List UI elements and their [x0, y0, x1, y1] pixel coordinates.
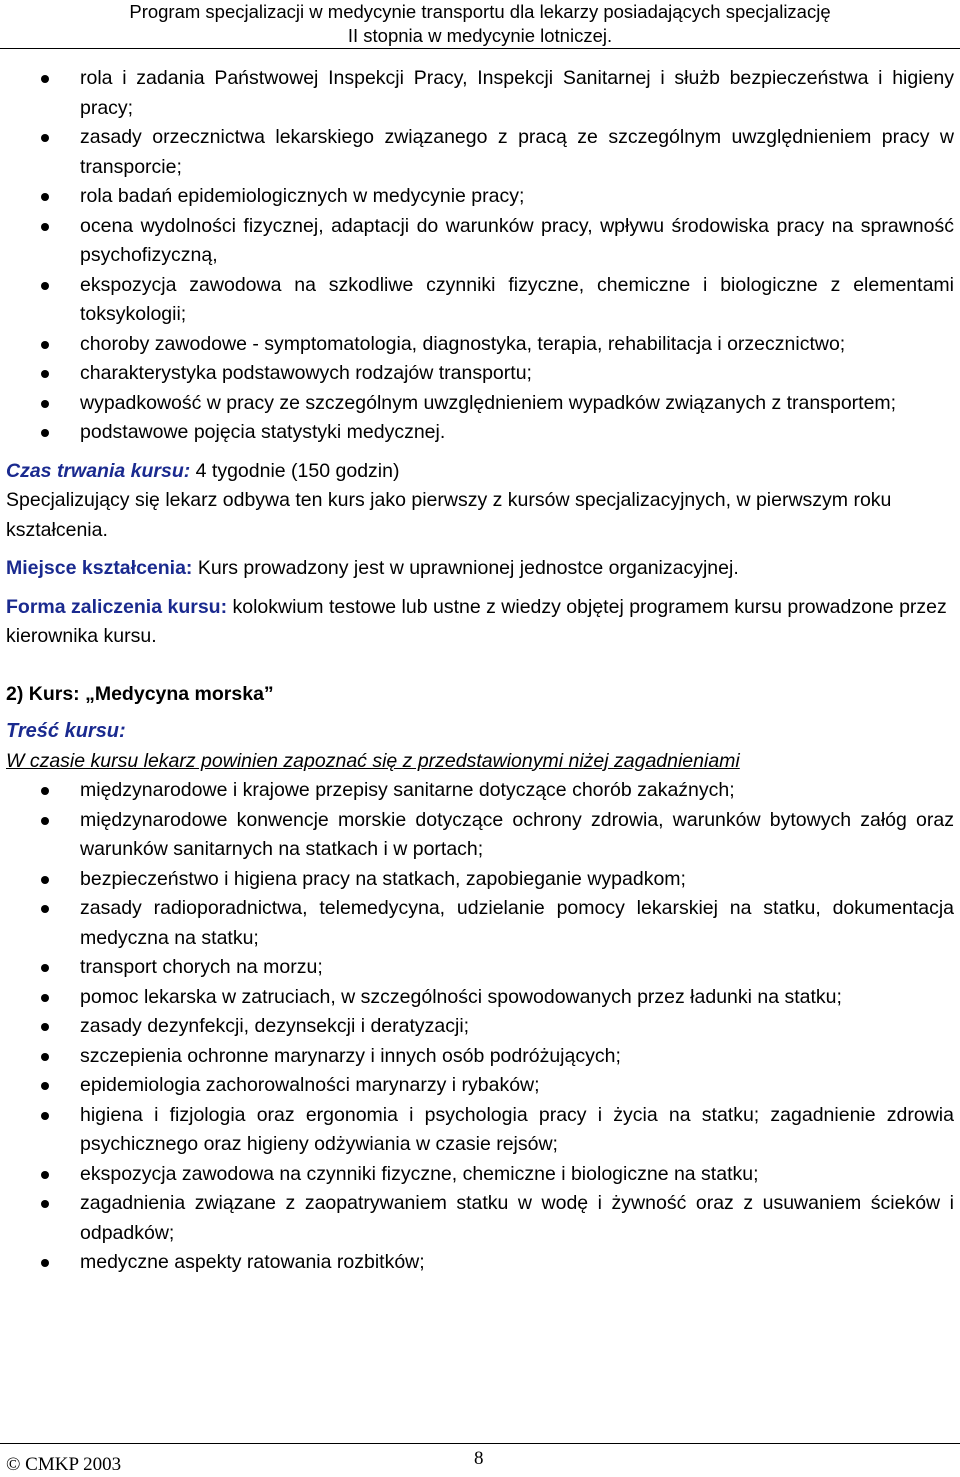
place-value: Kurs prowadzony jest w uprawnionej jednostce organizacyjnej.	[192, 557, 739, 579]
course-2-content-label: Treść kursu:	[6, 720, 126, 742]
list-item	[6, 271, 954, 330]
bullet-icon	[41, 1023, 49, 1031]
bullet-icon	[41, 370, 49, 378]
list-item-text: szczepienia ochronne marynarzy i innych osób podróżujących;	[80, 1044, 621, 1067]
list-item	[6, 418, 954, 448]
list-item	[6, 894, 954, 953]
bullet-icon	[41, 134, 49, 142]
form-line	[6, 593, 954, 652]
copyright: © CMKP 2003	[6, 1454, 122, 1475]
place-line	[6, 554, 954, 584]
bullet-icon	[41, 223, 49, 231]
list-item	[6, 1071, 954, 1101]
list-item-text: transport chorych na morzu;	[80, 956, 323, 978]
list-item	[6, 776, 954, 806]
list-item-text: międzynarodowe i krajowe przepisy sanitarne dotyczące chorób zakaźnych;	[80, 779, 735, 801]
duration-note: Specjalizujący się lekarz odbywa ten kurs jako pierwszy z kursów specjalizacyjnych, w pierwszym roku kształcenia.	[6, 489, 892, 541]
document-body	[6, 64, 954, 1278]
list-item-text: rola i zadania Państwowej Inspekcji Pracy, Inspekcji Sanitarnej i służb bezpieczeństwa i higieny pracy;	[80, 67, 954, 119]
page-footer	[0, 1443, 960, 1477]
bullet-icon	[41, 400, 49, 408]
list-item-text: pomoc lekarska w zatruciach, w szczególności spowodowanych przez ładunki na statku;	[80, 985, 842, 1008]
page-header	[0, 0, 960, 49]
header-line-2: II stopnia w medycynie lotniczej.	[347, 25, 613, 46]
list-item-text: zasady radioporadnictwa, telemedycyna, udzielanie pomocy lekarskiej na statku, dokumentacja medyczna na statku;	[80, 897, 954, 949]
form-label: Forma zaliczenia kursu:	[6, 595, 228, 618]
bullet-icon	[41, 193, 49, 201]
duration-value: 4 tygodnie (150 godzin)	[190, 459, 400, 482]
list-item-text: wypadkowość w pracy ze szczególnym uwzględnieniem wypadków związanych z transportem;	[80, 391, 897, 414]
form-value: kolokwium testowe lub ustne z wiedzy objętej programem kursu prowadzone przez kierownika kursu.	[6, 595, 947, 647]
list-item	[6, 212, 954, 271]
list-item	[6, 1160, 954, 1190]
list-item-text: epidemiologia zachorowalności marynarzy i rybaków;	[80, 1074, 540, 1096]
list-item	[6, 1042, 954, 1072]
list-item-text: ekspozycja zawodowa na czynniki fizyczne, chemiczne i biologiczne na statku;	[80, 1162, 759, 1185]
list-item-text: zasady dezynfekcji, dezynsekcji i deratyzacji;	[80, 1015, 470, 1037]
bullet-icon	[41, 341, 49, 349]
list-item	[6, 953, 954, 983]
list-item-text: ocena wydolności fizycznej, adaptacji do warunków pracy, wpływu środowiska pracy na sprawność psychofizyczną,	[80, 214, 954, 266]
bullet-icon	[41, 905, 49, 913]
bullet-icon	[41, 1082, 49, 1090]
bullet-icon	[41, 1259, 49, 1267]
list-item	[6, 64, 954, 123]
header-line-1: Program specjalizacji w medycynie transportu dla lekarzy posiadających specjalizację	[129, 1, 831, 22]
list-item-text: higiena i fizjologia oraz ergonomia i psychologia pracy i życia na statku; zagadnienie zdrowia psychicznego oraz higieny odżywiania w czasie rejsów;	[80, 1103, 954, 1155]
list-item	[6, 1189, 954, 1248]
list-item-text: rola badań epidemiologicznych w medycynie pracy;	[80, 185, 525, 207]
list-item-text: medyczne aspekty ratowania rozbitków;	[80, 1251, 425, 1273]
list-item	[6, 389, 954, 419]
list-item	[6, 182, 954, 212]
list-item-text: zasady orzecznictwa lekarskiego związanego z pracą ze szczególnym uwzględnieniem pracy w transporcie;	[80, 126, 954, 178]
list-item-text: ekspozycja zawodowa na szkodliwe czynniki fizyczne, chemiczne i biologiczne z elementami toksykologii;	[80, 273, 954, 325]
list-item	[6, 1012, 954, 1042]
list-item	[6, 123, 954, 182]
list-item-text: choroby zawodowe - symptomatologia, diagnostyka, terapia, rehabilitacja i orzecznictwo;	[80, 332, 846, 355]
course-2-title: 2) Kurs: „Medycyna morska”	[6, 682, 274, 705]
bullet-icon	[41, 1112, 49, 1120]
list-item	[6, 806, 954, 865]
duration-line	[6, 457, 954, 487]
list-item	[6, 983, 954, 1013]
bullet-icon	[41, 817, 49, 825]
list-item	[6, 865, 954, 895]
list-item	[6, 330, 954, 360]
bullet-icon	[41, 994, 49, 1002]
list-item-text: podstawowe pojęcia statystyki medycznej.	[80, 421, 446, 443]
bullet-icon	[41, 787, 49, 795]
bullet-icon	[41, 429, 49, 437]
list-item-text: bezpieczeństwo i higiena pracy na statkach, zapobieganie wypadkom;	[80, 867, 686, 890]
duration-label: Czas trwania kursu:	[6, 459, 191, 482]
place-label: Miejsce kształcenia:	[6, 557, 193, 579]
course-2-topics-list	[6, 776, 954, 1278]
list-item-text: międzynarodowe konwencje morskie dotyczące ochrony zdrowia, warunków bytowych załóg oraz warunków sanitarnych na statkach i w portach;	[80, 808, 954, 860]
bullet-icon	[41, 1053, 49, 1061]
page-number: 8	[474, 1448, 484, 1469]
bullet-icon	[41, 1200, 49, 1208]
bullet-icon	[41, 282, 49, 290]
bullet-icon	[41, 964, 49, 972]
bullet-icon	[41, 75, 49, 83]
list-item-text: charakterystyka podstawowych rodzajów transportu;	[80, 362, 532, 384]
bullet-icon	[41, 876, 49, 884]
topics-list	[6, 64, 954, 448]
list-item	[6, 359, 954, 389]
list-item	[6, 1101, 954, 1160]
bullet-icon	[41, 1171, 49, 1179]
list-item-text: zagadnienia związane z zaopatrywaniem statku w wodę i żywność oraz z usuwaniem ścieków i odpadków;	[80, 1192, 954, 1244]
course-2-intro: W czasie kursu lekarz powinien zapoznać się z przedstawionymi niżej zagadnieniami	[6, 749, 740, 772]
list-item	[6, 1248, 954, 1278]
